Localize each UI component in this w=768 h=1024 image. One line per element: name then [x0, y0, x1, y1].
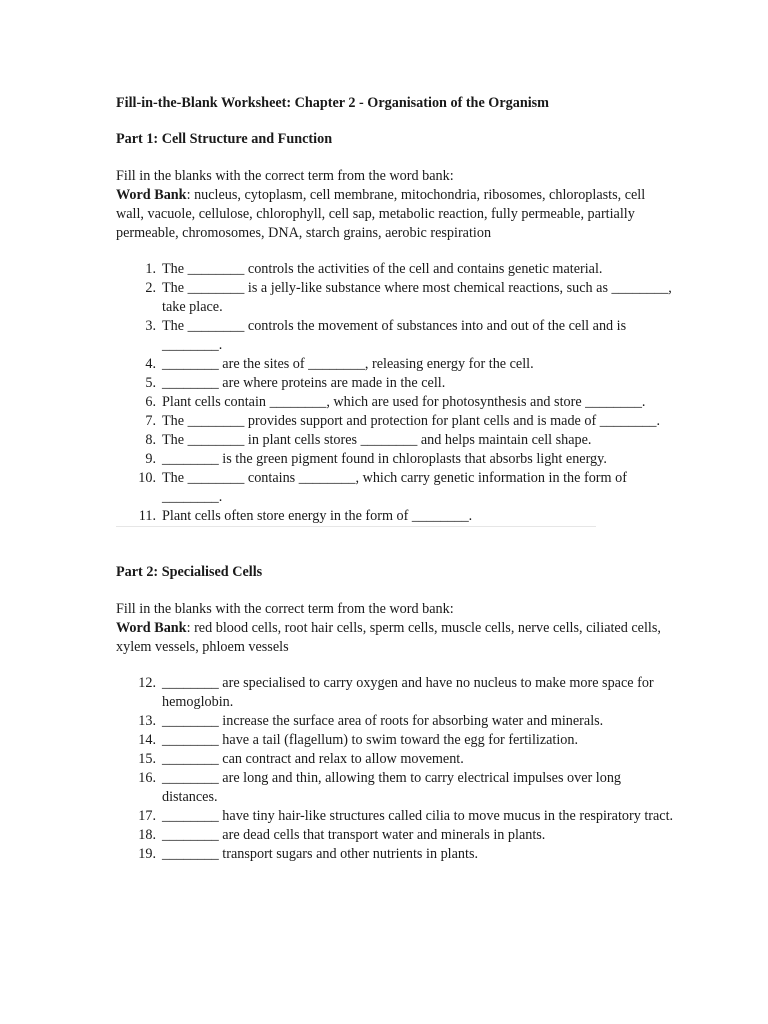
- part1-word-bank: [116, 186, 676, 243]
- item-text: ________ transport sugars and other nutrients in plants.: [162, 846, 479, 862]
- item-text: ________ have a tail (flagellum) to swim toward the egg for fertilization.: [162, 732, 579, 748]
- list-item: [116, 260, 676, 279]
- part1-word-bank-label: Word Bank: [116, 187, 187, 203]
- item-text: The ________ provides support and protection for plant cells and is made of ________.: [162, 413, 661, 429]
- list-item: [116, 279, 676, 317]
- list-item: [116, 317, 676, 355]
- part2-instruction: Fill in the blanks with the correct term from the word bank:: [116, 601, 454, 617]
- list-item: [116, 412, 676, 431]
- part1-word-bank-text: : nucleus, cytoplasm, cell membrane, mitochondria, ribosomes, chloroplasts, cell wall, vacuole, cellulose, chlorophyll, cell sap, metabolic reaction, fully permeable, partially permeable, chromosomes, DNA, starch grains, aerobic respiration: [116, 187, 646, 241]
- item-number: 11.: [138, 508, 156, 524]
- part2-word-bank-label: Word Bank: [116, 620, 187, 636]
- list-item: [116, 450, 676, 469]
- list-item: [116, 712, 676, 731]
- item-text: ________ are specialised to carry oxygen and have no nucleus to make more space for hemoglobin.: [162, 675, 654, 710]
- item-text: The ________ in plant cells stores ________ and helps maintain cell shape.: [162, 432, 592, 448]
- item-text: ________ is the green pigment found in chloroplasts that absorbs light energy.: [162, 451, 607, 467]
- item-number: 4.: [145, 356, 156, 372]
- item-number: 9.: [145, 451, 156, 467]
- item-number: 14.: [138, 732, 156, 748]
- list-item: [116, 393, 676, 412]
- item-number: 12.: [138, 675, 156, 691]
- item-number: 7.: [145, 413, 156, 429]
- item-number: 18.: [138, 827, 156, 843]
- item-number: 5.: [145, 375, 156, 391]
- item-text: The ________ is a jelly-like substance where most chemical reactions, such as ________, take place.: [162, 280, 672, 315]
- item-text: ________ can contract and relax to allow movement.: [162, 751, 464, 767]
- list-item: [116, 845, 676, 864]
- item-text: The ________ contains ________, which carry genetic information in the form of ________.: [162, 470, 627, 505]
- item-text: Plant cells often store energy in the form of ________.: [162, 508, 473, 524]
- worksheet-title: Fill-in-the-Blank Worksheet: Chapter 2 - Organisation of the Organism: [116, 95, 549, 111]
- part2-question-list: [116, 674, 676, 864]
- item-text: ________ increase the surface area of roots for absorbing water and minerals.: [162, 713, 604, 729]
- item-text: ________ have tiny hair-like structures called cilia to move mucus in the respiratory tract.: [162, 808, 674, 824]
- list-item: [116, 769, 676, 807]
- item-number: 19.: [138, 846, 156, 862]
- worksheet-content: [116, 94, 676, 864]
- item-number: 1.: [145, 261, 156, 277]
- item-number: 16.: [138, 770, 156, 786]
- list-item: [116, 355, 676, 374]
- part2-word-bank: [116, 619, 676, 657]
- list-item: [116, 507, 676, 526]
- list-item: [116, 731, 676, 750]
- item-number: 15.: [138, 751, 156, 767]
- item-number: 17.: [138, 808, 156, 824]
- part1-instruction: Fill in the blanks with the correct term from the word bank:: [116, 168, 454, 184]
- part1-title: Part 1: Cell Structure and Function: [116, 131, 333, 147]
- part1-question-list: [116, 260, 676, 526]
- item-number: 3.: [145, 318, 156, 334]
- list-item: [116, 469, 676, 507]
- item-number: 13.: [138, 713, 156, 729]
- list-item: [116, 807, 676, 826]
- list-item: [116, 750, 676, 769]
- item-number: 6.: [145, 394, 156, 410]
- item-text: The ________ controls the activities of the cell and contains genetic material.: [162, 261, 603, 277]
- item-text: ________ are where proteins are made in the cell.: [162, 375, 446, 391]
- part2-word-bank-text: : red blood cells, root hair cells, sperm cells, muscle cells, nerve cells, ciliated cells, xylem vessels, phloem vessels: [116, 620, 661, 655]
- list-item: [116, 431, 676, 450]
- item-number: 8.: [145, 432, 156, 448]
- list-item: [116, 374, 676, 393]
- part2-title: Part 2: Specialised Cells: [116, 564, 263, 580]
- item-text: ________ are long and thin, allowing them to carry electrical impulses over long distances.: [162, 770, 622, 805]
- list-item: [116, 826, 676, 845]
- item-text: Plant cells contain ________, which are used for photosynthesis and store ________.: [162, 394, 646, 410]
- item-text: ________ are dead cells that transport water and minerals in plants.: [162, 827, 546, 843]
- item-number: 10.: [138, 470, 156, 486]
- item-text: The ________ controls the movement of substances into and out of the cell and is ________.: [162, 318, 627, 353]
- item-text: ________ are the sites of ________, releasing energy for the cell.: [162, 356, 534, 372]
- item-number: 2.: [145, 280, 156, 296]
- list-item: [116, 674, 676, 712]
